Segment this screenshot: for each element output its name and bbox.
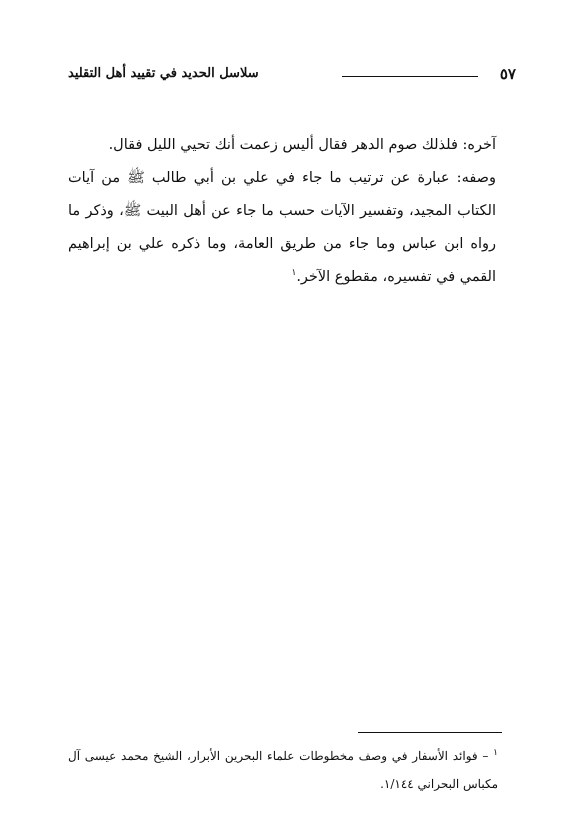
paragraph-description-text: وصفه: عبارة عن ترتيب ما جاء في علي بن أبي طالب ﷺ من آيات الكتاب المجيد، وتفسير الآيات حسب ما جاء عن أهل البيت ﷺ، وذكر ما رواه ابن عباس وما جاء من طريق العامة، وما ذكره علي بن إبراهيم القمي في تفسيره، مقطوع الآخر. [68,170,496,285]
footnote-text: – فوائد الأسفار في وصف مخطوطات علماء البحرين الأبرار، الشيخ محمد عيسى آل مكباس البحراني ١/١٤٤. [68,749,498,791]
footnote-separator [358,732,502,733]
running-header [68,64,516,84]
footnote-reference: ١ [291,268,297,279]
header-rule [342,76,478,77]
main-text [68,129,496,294]
footnote-number: ١ [493,748,498,758]
running-title: سلاسل الحديد في تقييد أهل التقليد [68,66,259,81]
page-number: ٥٧ [499,65,516,83]
footnote-entry [68,742,498,798]
paragraph-ending [68,129,496,162]
paragraph-description [68,162,496,294]
paragraph-ending-text: آخره: فلذلك صوم الدهر فقال أليس زعمت أنك تحيي الليل فقال. [108,137,496,153]
footnote [68,742,498,798]
